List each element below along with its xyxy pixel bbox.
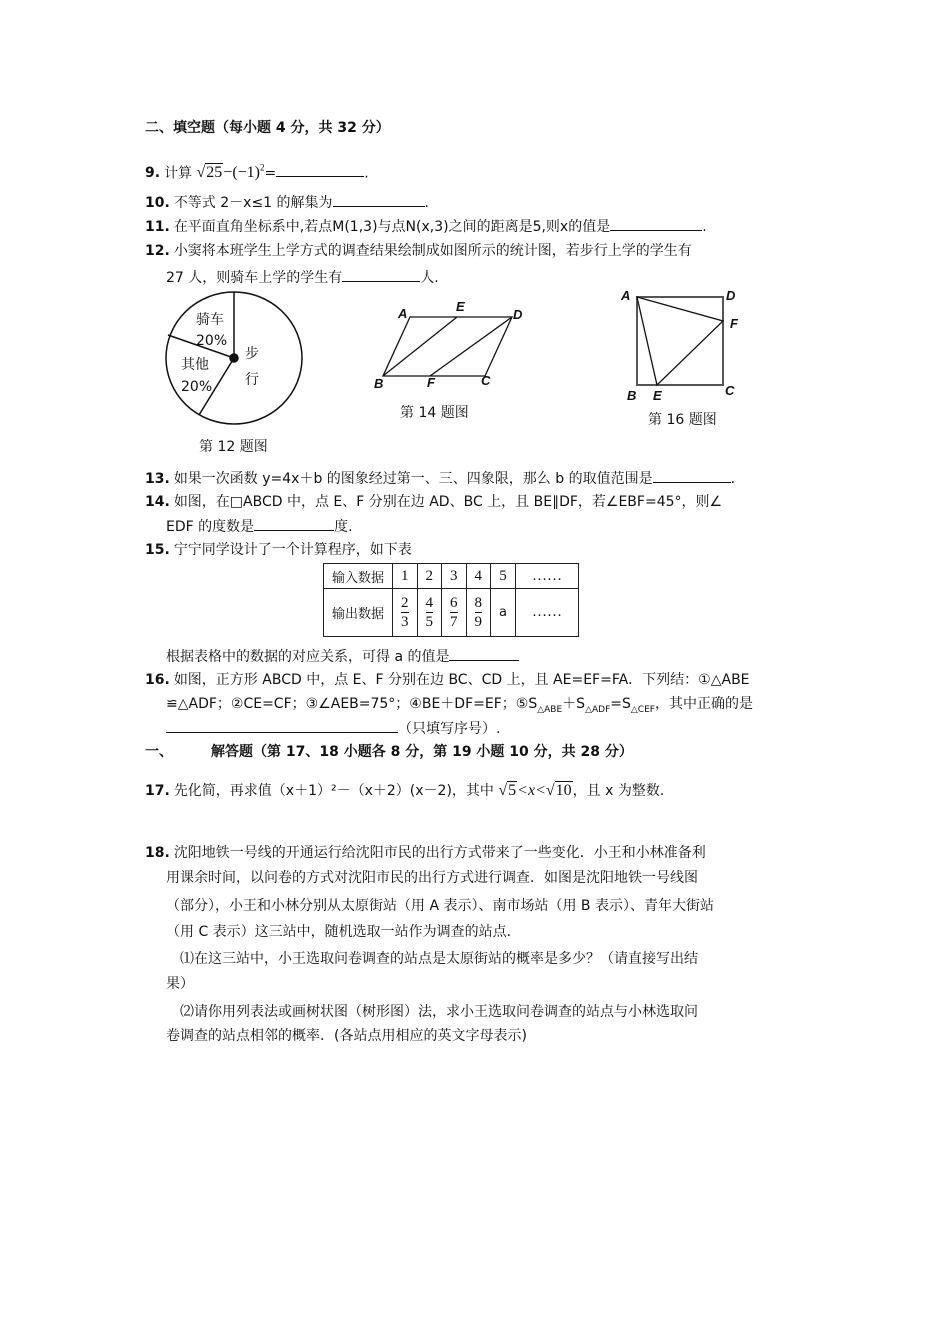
pie-label-bike: 骑车 xyxy=(196,312,224,328)
square-abcd xyxy=(637,297,723,385)
question-16: 16. 如图，正方形 ABCD 中，点 E、F 分别在边 BC、CD 上，且 AE=EF=FA．下列结：①△ABE xyxy=(145,672,750,688)
question-15-answer: 根据表格中的数据的对应关系，可得 a 的值是 xyxy=(166,646,519,667)
point-label: B xyxy=(627,388,637,403)
inequality-expression: √5<x<√10 xyxy=(498,782,572,799)
segment-be xyxy=(383,317,457,376)
segment-df xyxy=(430,317,512,376)
point-label: E xyxy=(653,388,662,403)
question-18-part-2: ⑵请你用列表法或画树状图（树形图）法，求小王选取问卷调查的站点与小林选取问 xyxy=(180,1004,698,1020)
answer-blank xyxy=(166,718,398,733)
parallelogram-abcd xyxy=(383,317,512,376)
section-heading-fill-blank: 二、填空题（每小题 4 分，共 32 分） xyxy=(145,120,390,136)
answer-blank xyxy=(254,516,334,531)
question-16-cont2: （只填写序号）. xyxy=(166,718,500,739)
point-label: B xyxy=(374,376,384,391)
question-14-cont: EDF 的度数是 度. xyxy=(166,516,353,537)
pie-pct-other: 20% xyxy=(181,379,213,395)
figure-caption-12: 第 12 题图 xyxy=(199,439,268,455)
fraction: $\frac{4}{5}$ xyxy=(425,595,434,630)
point-label: F xyxy=(730,316,738,331)
parallelogram-figure xyxy=(383,317,512,376)
figure-caption-16: 第 16 题图 xyxy=(648,412,717,428)
pie-center xyxy=(230,354,238,362)
section-heading-solve: 一、 解答题（第 17、18 小题各 8 分，第 19 小题 10 分，共 28 分） xyxy=(145,744,633,760)
point-label: E xyxy=(456,299,465,314)
question-13: 13. 如果一次函数 y=4x＋b 的图象经过第一、三、四象限，那么 b 的取值范围是 . xyxy=(145,468,735,489)
answer-blank xyxy=(449,646,519,661)
fraction: $\frac{2}{3}$ xyxy=(401,595,409,630)
point-label: C xyxy=(725,383,735,398)
question-18-line: （用 C 表示）这三站中，随机选取一站作为调查的站点． xyxy=(166,924,521,940)
question-11: 11. 在平面直角坐标系中,若点M(1,3)与点N(x,3)之间的距离是5,则x的值是 . xyxy=(145,216,707,237)
figure-caption-14: 第 14 题图 xyxy=(400,405,469,421)
question-9: 9. 计算 $√25-(-1)^2=$ . xyxy=(145,163,369,182)
point-label: A xyxy=(398,306,408,321)
sqrt-expression: $√25-(-1)^2$ xyxy=(196,163,265,182)
fraction: $\frac{6}{7}$ xyxy=(450,595,458,630)
question-18: 18. 沈阳地铁一号线的开通运行给沈阳市民的出行方式带来了一些变化．小王和小林准备利 xyxy=(145,845,706,861)
answer-blank xyxy=(653,468,731,483)
question-16-cont: ≌△ADF；②CE=CF；③∠AEB=75°；④BE＋DF=EF；$⑤S_{\triangle ABE}+S_{\triangle ADF}=S_{\triangle CEF}$，其中正确的是 xyxy=(166,696,753,715)
question-18-line: 用课余时间，以问卷的方式对沈阳市民的出行方式进行调查．如图是沈阳地铁一号线图 xyxy=(166,870,698,886)
question-17: 17. 先化简，再求值（x＋1）²－（x＋2）(x－2)，其中 √5<x<√10，且 x 为整数. xyxy=(145,782,665,799)
pie-pct-bike: 20% xyxy=(196,333,228,349)
question-15: 15. 宁宁同学设计了一个计算程序，如下表 xyxy=(145,542,412,558)
question-18-line: （部分），小王和小林分别从太原街站（用 A 表示）、南市场站（用 B 表示）、青年大街站 xyxy=(166,898,714,914)
point-label: D xyxy=(726,288,736,303)
square-figure xyxy=(637,297,723,385)
point-label: A xyxy=(621,288,631,303)
calc-program-table xyxy=(323,563,579,637)
pie-label-walk: 行 xyxy=(245,372,259,388)
pie-label-walk: 步 xyxy=(245,346,259,362)
point-label: D xyxy=(513,307,523,322)
fraction: $\frac{8}{9}$ xyxy=(474,595,483,630)
table-row-output: 输出数据 $\frac{2}{3}$ $\frac{4}{5}$ $\frac{6}{7}$ $\frac{8}{9}$ a …… xyxy=(324,589,579,637)
table-row-input: 输入数据 1 2 3 4 5 …… xyxy=(324,564,579,589)
question-18-line: 果） xyxy=(166,976,194,992)
question-14: 14. 如图，在□ABCD 中，点 E、F 分别在边 AD、BC 上，且 BE∥DF，若∠EBF=45°，则∠ xyxy=(145,494,723,510)
point-label: C xyxy=(481,373,491,388)
question-18-line: 卷调查的站点相邻的概率．(各站点用相应的英文字母表示) xyxy=(166,1028,527,1044)
question-18-part-1: ⑴在这三站中，小王选取问卷调查的站点是太原街站的概率是多少？（请直接写出结 xyxy=(180,951,698,967)
question-12-cont: 27 人，则骑车上学的学生有 人. xyxy=(166,267,439,288)
pie-label-other: 其他 xyxy=(181,357,209,373)
question-12: 12. 小窦将本班学生上学方式的调查结果绘制成如图所示的统计图，若步行上学的学生有 xyxy=(145,243,692,259)
point-label: F xyxy=(427,375,435,390)
triangle-aef xyxy=(637,297,723,385)
question-10: 10. 不等式 2－x≤1 的解集为 . xyxy=(145,192,429,213)
